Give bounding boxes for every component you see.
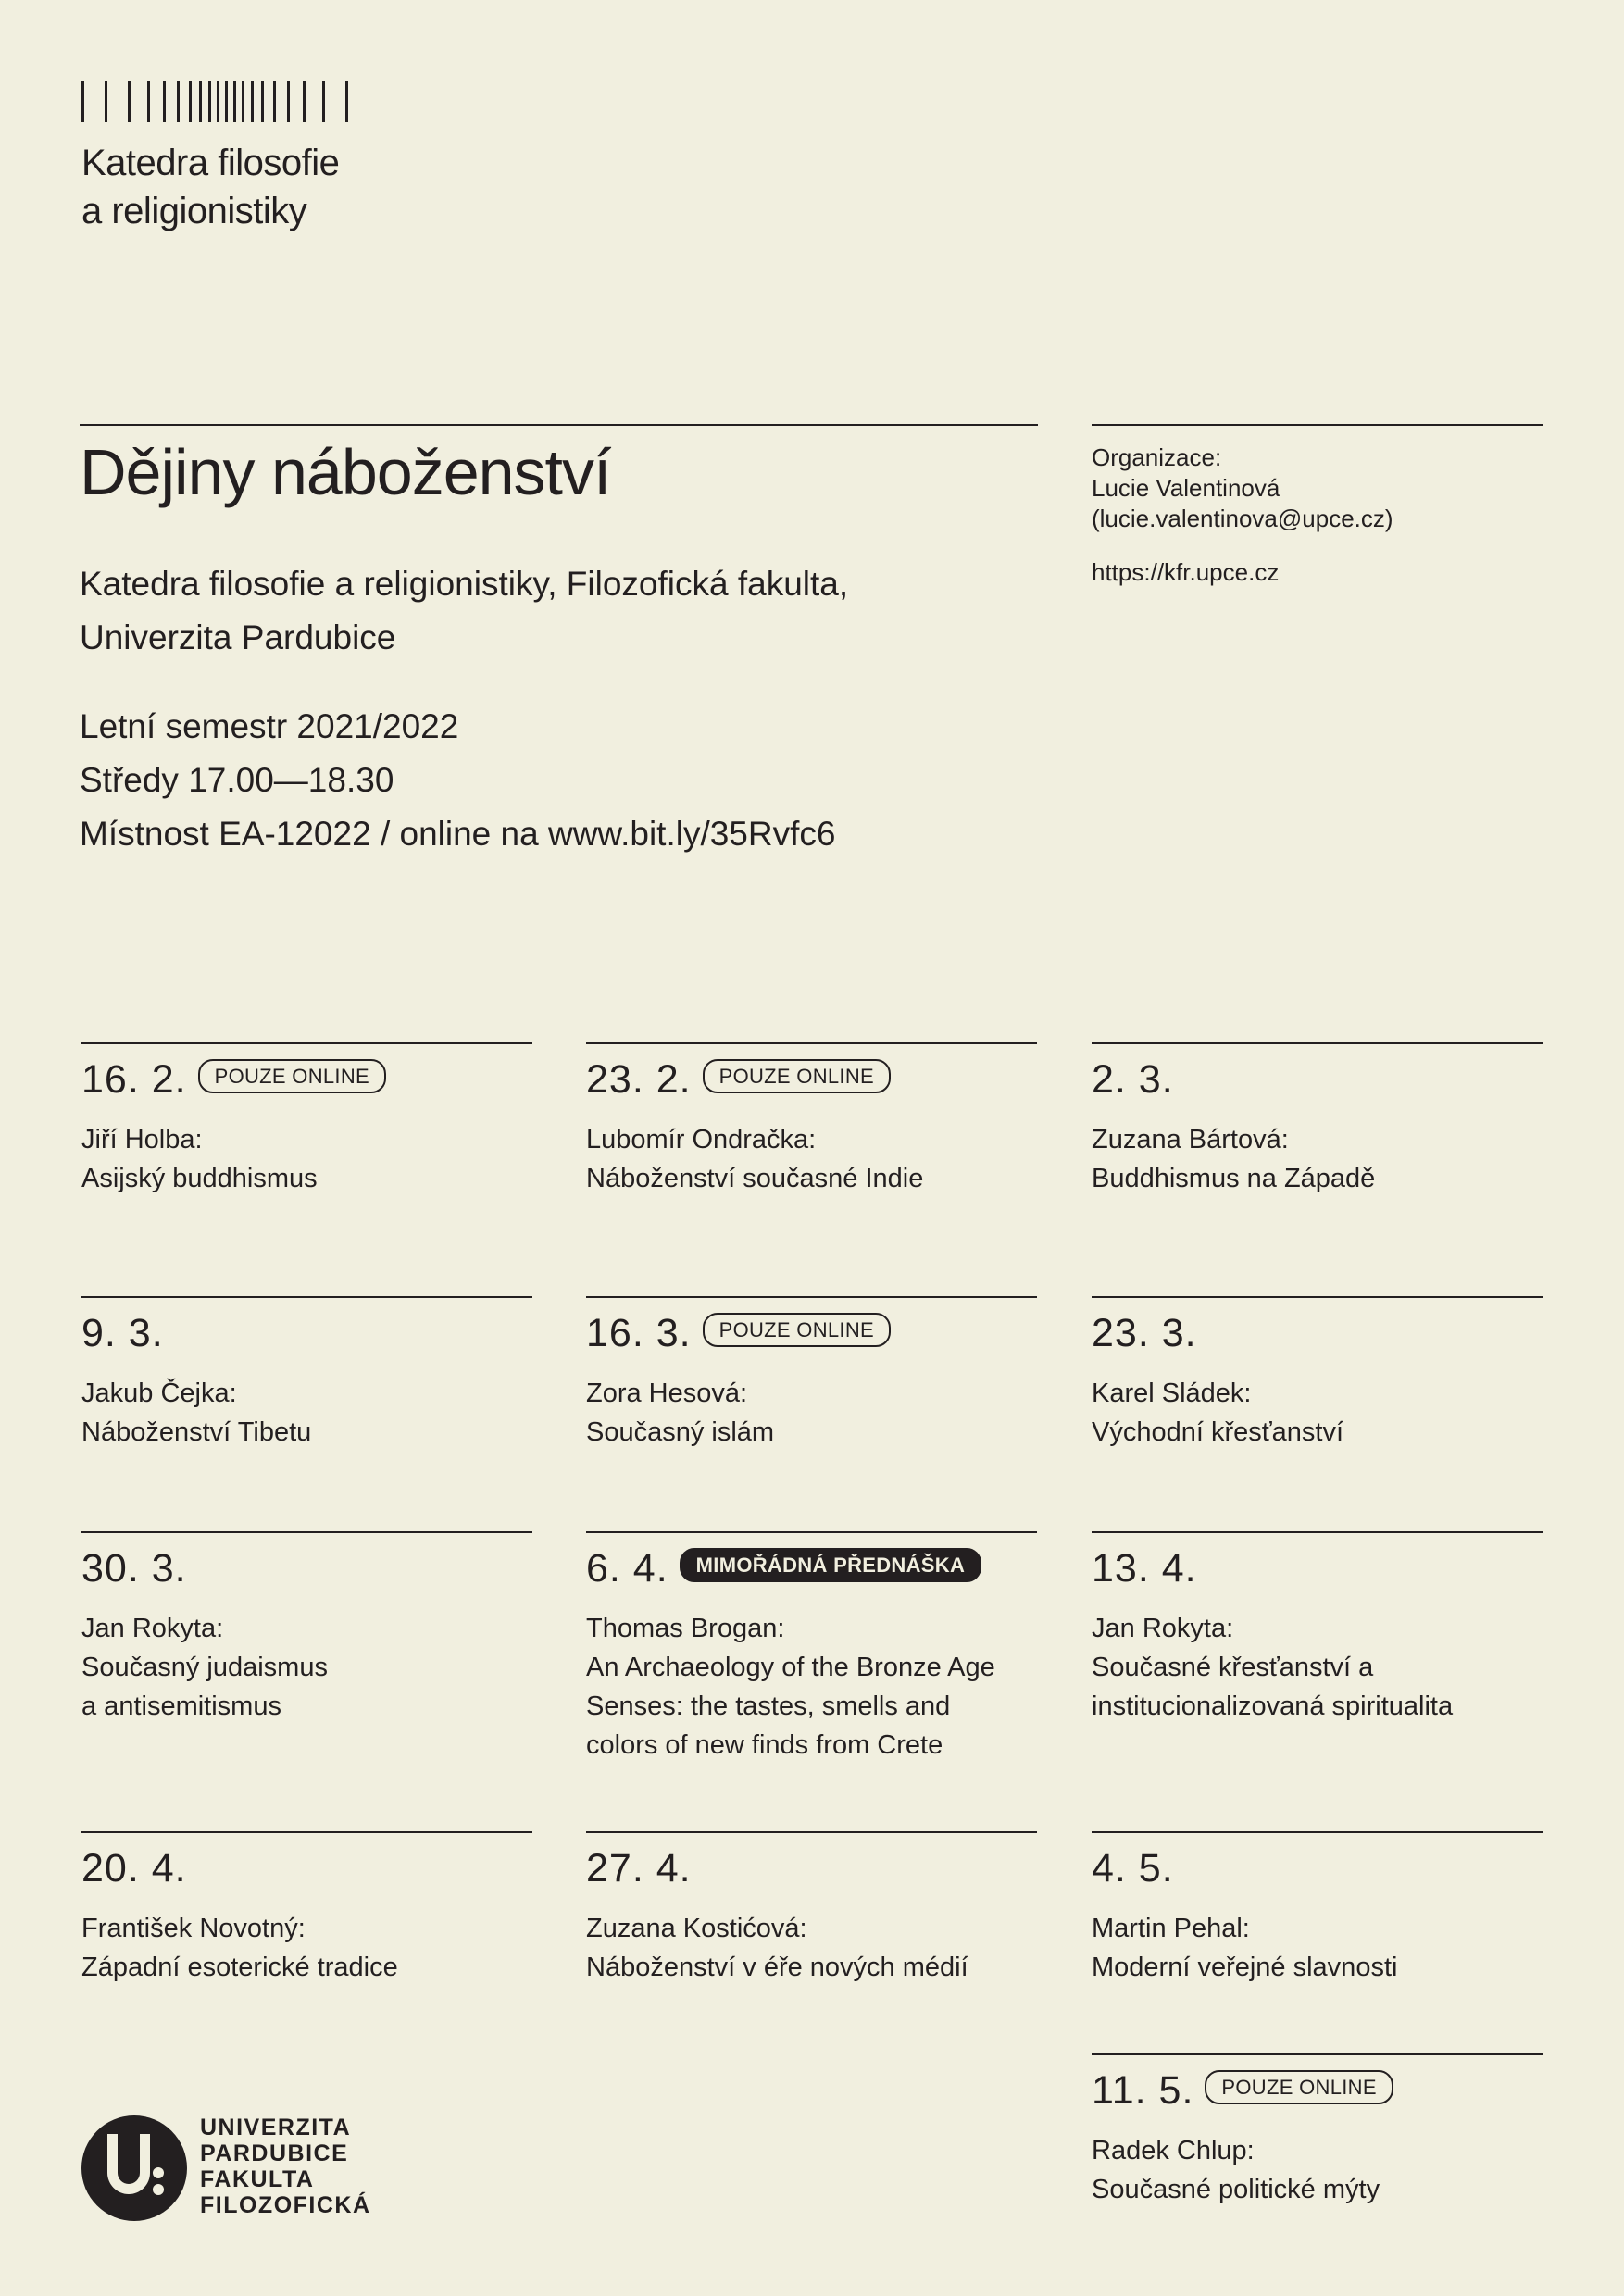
lecture-header	[586, 1310, 1037, 1355]
lecture-topic	[1092, 2170, 1543, 2209]
lecture-date: 20. 4.	[81, 1845, 187, 1890]
lecture-divider	[81, 1296, 532, 1298]
lecture-divider	[1092, 1296, 1543, 1298]
lecture-divider	[81, 1042, 532, 1044]
lecture-topic	[81, 1159, 532, 1198]
lecture-date: 2. 3.	[1092, 1056, 1174, 1102]
lecture-topic-line: Buddhismus na Západě	[1092, 1164, 1376, 1193]
organizer-name: Lucie Valentinová	[1092, 474, 1280, 502]
university-name-line3: FAKULTA	[200, 2166, 315, 2192]
department-barcode-logo	[81, 81, 369, 122]
lecture-divider	[586, 1042, 1037, 1044]
barcode-bar	[261, 81, 264, 122]
time-text: Středy 17.00—18.30	[80, 761, 394, 799]
organizer-label: Organizace:	[1092, 443, 1222, 471]
lecture-header	[586, 1056, 1037, 1102]
barcode-bar	[147, 81, 150, 122]
lecture-divider	[1092, 1042, 1543, 1044]
lecture-divider	[1092, 1531, 1543, 1533]
lecture-date: 16. 3.	[586, 1310, 692, 1355]
website-link[interactable]: https://kfr.upce.cz	[1092, 558, 1280, 586]
lecture-topic	[1092, 1648, 1543, 1726]
lecture-speaker: Lubomír Ondračka:	[586, 1125, 817, 1154]
course-info	[80, 700, 835, 861]
lecture-item	[1092, 2053, 1543, 2209]
university-name-line2: PARDUBICE	[200, 2140, 349, 2166]
lecture-topic	[1092, 1948, 1543, 1987]
lecture-divider	[81, 1531, 532, 1533]
barcode-bar	[163, 81, 166, 122]
barcode-bar	[345, 81, 348, 122]
lecture-topic-line: Současné politické mýty	[1092, 2175, 1380, 2204]
lecture-item	[81, 1831, 532, 1987]
barcode-bar	[251, 81, 254, 122]
barcode-bar	[177, 81, 180, 122]
lecture-header	[81, 1545, 532, 1591]
university-name-line1: UNIVERZITA	[200, 2115, 352, 2140]
lecture-speaker: Zuzana Kostićová:	[586, 1914, 807, 1943]
lecture-speaker: Zora Hesová:	[586, 1379, 748, 1408]
barcode-bar	[105, 81, 107, 122]
lecture-speaker: Jan Rokyta:	[1092, 1614, 1234, 1643]
lecture-item	[1092, 1831, 1543, 1987]
barcode-bar	[128, 81, 131, 122]
organizer-rule	[1092, 424, 1543, 426]
lecture-topic-line: Moderní veřejné slavnosti	[1092, 1953, 1398, 1982]
subtitle-line1: Katedra filosofie a religionistiky, Filozofická fakulta,	[80, 565, 849, 603]
lecture-item	[586, 1042, 1037, 1198]
organizer-block	[1092, 443, 1393, 588]
subtitle-line2: Univerzita Pardubice	[80, 618, 396, 656]
lecture-date: 23. 2.	[586, 1056, 692, 1102]
department-name-line1: Katedra filosofie	[81, 143, 340, 183]
barcode-bar	[287, 81, 290, 122]
barcode-bar	[322, 81, 325, 122]
lecture-speaker: Jakub Čejka:	[81, 1379, 237, 1408]
lecture-header	[1092, 1845, 1543, 1890]
lecture-divider	[1092, 2053, 1543, 2055]
room-text: Místnost EA-12022 / online na www.bit.ly/35Rvfc6	[80, 815, 836, 853]
lecture-header	[81, 1845, 532, 1890]
page-title: Dějiny náboženství	[80, 436, 611, 508]
university-logo-icon	[81, 2115, 187, 2221]
barcode-bar	[189, 81, 192, 122]
lecture-topic-line: Současné křesťanství a	[1092, 1653, 1374, 1682]
online-only-badge: POUZE ONLINE	[1205, 2070, 1393, 2104]
lecture-topic	[81, 1413, 532, 1452]
lecture-item	[586, 1296, 1037, 1452]
lecture-topic	[586, 1159, 1037, 1198]
lecture-speaker: Radek Chlup:	[1092, 2136, 1255, 2165]
lecture-topic	[586, 1413, 1037, 1452]
lecture-divider	[586, 1831, 1037, 1833]
lecture-topic-line: Západní esoterické tradice	[81, 1953, 398, 1982]
lecture-topic-line: Náboženství současné Indie	[586, 1164, 924, 1193]
lecture-topic-line: Senses: the tastes, smells and	[586, 1691, 951, 1721]
department-name-line2: a religionistiky	[81, 191, 307, 231]
lecture-topic	[81, 1648, 532, 1726]
university-name	[200, 2115, 371, 2218]
lecture-speaker: Jiří Holba:	[81, 1125, 203, 1154]
barcode-bar	[273, 81, 276, 122]
lecture-topic-line: Asijský buddhismus	[81, 1164, 318, 1193]
lecture-item	[586, 1831, 1037, 1987]
organizer-email[interactable]: (lucie.valentinova@upce.cz)	[1092, 505, 1393, 532]
lecture-topic-line: a antisemitismus	[81, 1691, 281, 1721]
lecture-date: 16. 2.	[81, 1056, 187, 1102]
lecture-date: 4. 5.	[1092, 1845, 1174, 1890]
lecture-item	[1092, 1296, 1543, 1452]
lecture-topic	[586, 1948, 1037, 1987]
lecture-item	[586, 1531, 1037, 1765]
lecture-header	[1092, 1056, 1543, 1102]
lecture-item	[81, 1042, 532, 1198]
barcode-bar	[242, 81, 244, 122]
lecture-speaker: František Novotný:	[81, 1914, 306, 1943]
lecture-topic	[81, 1948, 532, 1987]
lecture-date: 11. 5.	[1092, 2067, 1194, 2113]
lecture-speaker: Karel Sládek:	[1092, 1379, 1252, 1408]
lecture-topic-line: Východní křesťanství	[1092, 1417, 1344, 1447]
barcode-bar	[199, 81, 202, 122]
online-only-badge: POUZE ONLINE	[198, 1059, 386, 1093]
lecture-header	[1092, 1545, 1543, 1591]
lecture-topic	[1092, 1159, 1543, 1198]
lecture-topic-line: Náboženství v éře nových médií	[586, 1953, 968, 1982]
lecture-divider	[586, 1531, 1037, 1533]
lecture-item	[1092, 1042, 1543, 1198]
lecture-header	[81, 1056, 532, 1102]
lecture-divider	[586, 1296, 1037, 1298]
lecture-date: 23. 3.	[1092, 1310, 1197, 1355]
lecture-date: 6. 4.	[586, 1545, 668, 1591]
online-only-badge: POUZE ONLINE	[703, 1313, 891, 1347]
lecture-date: 13. 4.	[1092, 1545, 1197, 1591]
lecture-header	[81, 1310, 532, 1355]
lecture-topic-line: Současný judaismus	[81, 1653, 328, 1682]
lecture-speaker: Zuzana Bártová:	[1092, 1125, 1289, 1154]
lecture-header	[586, 1845, 1037, 1890]
lecture-header	[1092, 1310, 1543, 1355]
lecture-date: 9. 3.	[81, 1310, 164, 1355]
special-lecture-badge: MIMOŘÁDNÁ PŘEDNÁŠKA	[680, 1548, 981, 1582]
lecture-topic-line: Současný islám	[586, 1417, 775, 1447]
title-rule	[80, 424, 1038, 426]
online-only-badge: POUZE ONLINE	[703, 1059, 891, 1093]
lecture-divider	[1092, 1831, 1543, 1833]
lecture-topic	[1092, 1413, 1543, 1452]
lecture-date: 30. 3.	[81, 1545, 187, 1591]
lecture-date: 27. 4.	[586, 1845, 692, 1890]
lecture-item	[81, 1531, 532, 1726]
barcode-bar	[217, 81, 219, 122]
lecture-header	[586, 1545, 1037, 1591]
barcode-bar	[208, 81, 211, 122]
lecture-topic-line: colors of new finds from Crete	[586, 1730, 943, 1760]
lecture-item	[1092, 1531, 1543, 1726]
lecture-topic-line: institucionalizovaná spiritualita	[1092, 1691, 1454, 1721]
lecture-speaker: Thomas Brogan:	[586, 1614, 785, 1643]
lecture-item	[81, 1296, 532, 1452]
lecture-topic-line: An Archaeology of the Bronze Age	[586, 1653, 995, 1682]
lecture-divider	[81, 1831, 532, 1833]
subtitle	[80, 557, 848, 665]
lecture-speaker: Martin Pehal:	[1092, 1914, 1250, 1943]
lecture-speaker: Jan Rokyta:	[81, 1614, 224, 1643]
barcode-bar	[233, 81, 236, 122]
semester-text: Letní semestr 2021/2022	[80, 707, 459, 745]
barcode-bar	[225, 81, 228, 122]
university-name-line4: FILOZOFICKÁ	[200, 2192, 371, 2218]
lecture-header	[1092, 2067, 1543, 2113]
lecture-topic	[586, 1648, 1037, 1765]
department-name	[81, 139, 339, 235]
barcode-bar	[81, 81, 84, 122]
lecture-topic-line: Náboženství Tibetu	[81, 1417, 312, 1447]
barcode-bar	[303, 81, 306, 122]
